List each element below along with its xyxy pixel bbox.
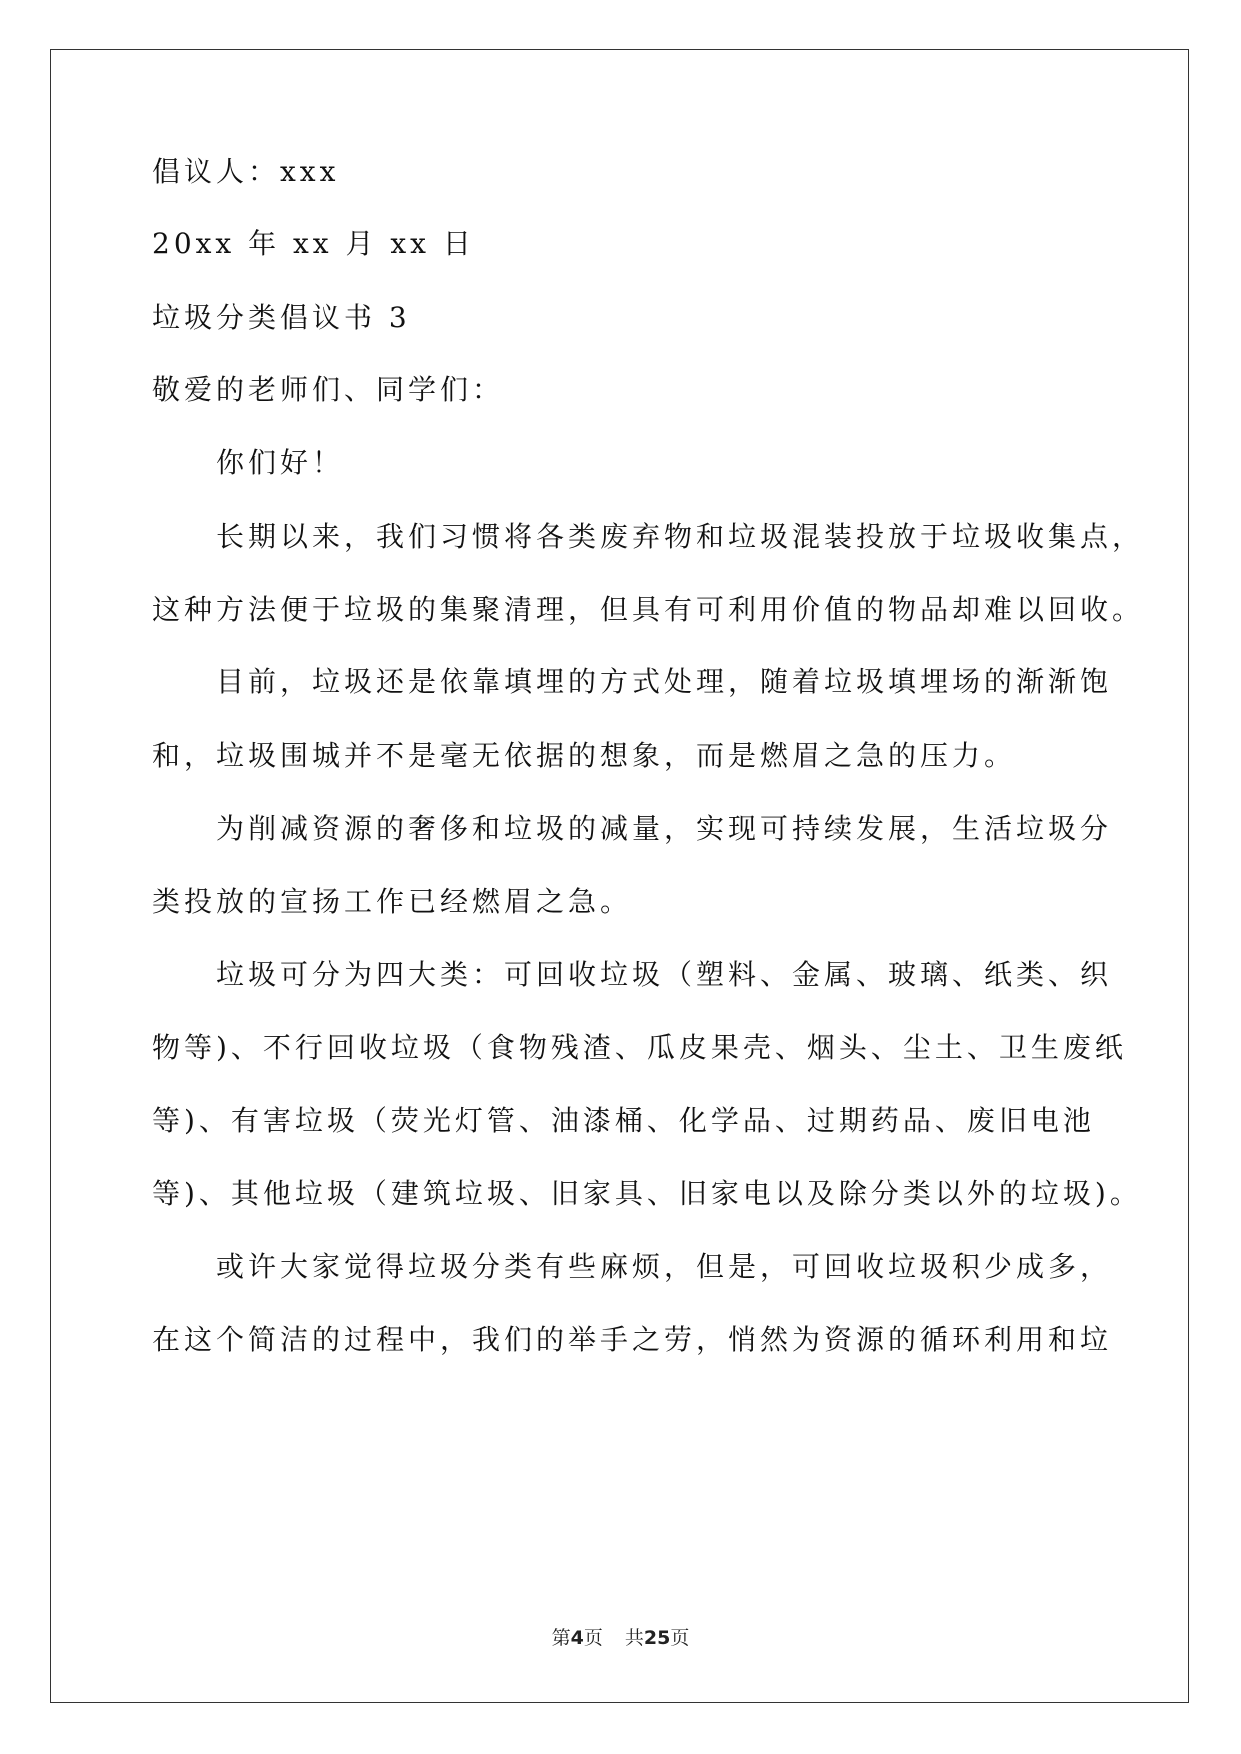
paragraph-line: 这种方法便于垃圾的集聚清理，但具有可利用价值的物品却难以回收。 (152, 593, 1145, 626)
paragraph-line: 为削减资源的奢侈和垃圾的减量，实现可持续发展，生活垃圾分 (216, 812, 1113, 845)
salutation: 敬爱的老师们、同学们： (152, 373, 505, 406)
paragraph-line: 和，垃圾围城并不是毫无依据的想象，而是燃眉之急的压力。 (152, 739, 1017, 772)
total-prefix: 共 (624, 1627, 644, 1649)
section-title: 垃圾分类倡议书 3 (152, 301, 411, 334)
paragraph-line: 等)、有害垃圾（荧光灯管、油漆桶、化学品、过期药品、废旧电池 (152, 1104, 1095, 1137)
page-number: 4 (570, 1627, 584, 1649)
paragraph-line: 物等)、不行回收垃圾（食物残渣、瓜皮果壳、烟头、尘土、卫生废纸 (152, 1031, 1127, 1064)
date-line: 20xx 年 xx 月 xx 日 (152, 227, 475, 260)
total-suffix: 页 (670, 1627, 690, 1649)
initiator-line: 倡议人：xxx (152, 155, 340, 188)
paragraph-line: 等)、其他垃圾（建筑垃圾、旧家具、旧家电以及除分类以外的垃圾)。 (152, 1177, 1142, 1210)
paragraph-line: 长期以来，我们习惯将各类废弃物和垃圾混装投放于垃圾收集点， (216, 520, 1145, 553)
greeting: 你们好！ (216, 446, 345, 479)
page-footer (0, 1625, 1241, 1651)
page-prefix: 第 (551, 1627, 571, 1649)
paragraph-line: 类投放的宣扬工作已经燃眉之急。 (152, 885, 633, 918)
page-suffix: 页 (583, 1627, 603, 1649)
paragraph-line: 目前，垃圾还是依靠填埋的方式处理，随着垃圾填埋场的渐渐饱 (216, 665, 1113, 698)
paragraph-line: 或许大家觉得垃圾分类有些麻烦，但是，可回收垃圾积少成多， (216, 1250, 1113, 1283)
paragraph-line: 在这个简洁的过程中，我们的举手之劳，悄然为资源的循环利用和垃 (152, 1323, 1113, 1356)
total-pages: 25 (643, 1627, 671, 1649)
paragraph-line: 垃圾可分为四大类：可回收垃圾（塑料、金属、玻璃、纸类、织 (216, 958, 1113, 991)
